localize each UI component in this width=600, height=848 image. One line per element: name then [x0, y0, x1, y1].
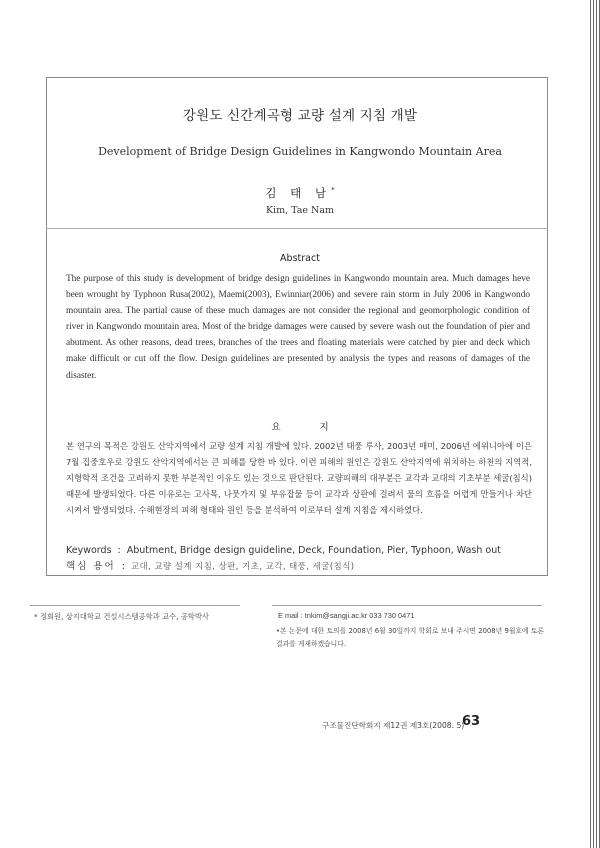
footnote-rule-left	[30, 605, 240, 606]
abstract-heading: Abstract	[280, 253, 320, 264]
author-affiliation-footnote: * 정회원, 상지대학교 건설시스템공학과 교수, 공학박사	[34, 612, 209, 621]
paper-subtitle-english: Development of Bridge Design Guidelines in Kangwondo Mountain Area	[98, 145, 502, 158]
author-name-english: Kim, Tae Nam	[265, 205, 335, 216]
journal-citation: 구조물진단학회지 제12권 제3호(2008. 5)	[322, 721, 465, 730]
discussion-note: •본 논문에 대한 토의를 2008년 6월 30일까지 학회로 보내 주시면 2008년 9월호에 토론결과를 게재하겠습니다.	[276, 627, 544, 648]
keywords-separator: :	[117, 545, 121, 556]
keywords-korean-text: 교대, 교량 설계 지침, 상판, 기초, 교각, 태풍, 세굴(침식)	[130, 561, 355, 571]
keywords-korean-label: 핵심 용어	[66, 561, 116, 572]
contact-email: E mail : tnkim@sangji.ac.kr 033 730 0471	[278, 611, 415, 620]
keywords-english-text: Abutment, Bridge design guideline, Deck, Foundation, Pier, Typhoon, Wash out	[126, 545, 501, 556]
keywords-korean-row	[66, 558, 536, 572]
page-number: 63	[462, 714, 481, 729]
author-name: 김 태 남	[265, 186, 332, 200]
korean-summary-heading: 요 지	[271, 422, 347, 433]
korean-summary-body: 본 연구의 목적은 강원도 산악지역에서 교량 설계 지침 개발에 있다. 2002년 태풍 루사, 2003년 매미, 2006년 에위니아에 이은 7월 집중호우로 강원도 산악지역에서는 큰 피해를 당한 바 있다. 이런 피해의 원인은 강원도 산악지역에 위치하는 하천의 지역적, 지형학적 조건을 고려하지 못한 부분적인 이유도 있는 것으로 판단된다. 교량피해의 대부분은 교각과 교대의 기초부분 세굴(침식) 때문에 발생되었다. 다른 이유로는 고사목, 나뭇가지 및 부유잡물 등이 교각과 상판에 걸려서 물의 흐름을 어렵게 만들거나 차단 시켜서 발생되었다. 수해현장의 피해 형태와 원인 등을 분석하여 이로부터 설계 지침을 제시하였다.	[66, 441, 532, 516]
frame-divider	[46, 228, 548, 229]
author-name-korean	[0, 185, 600, 201]
keywords-english-row	[66, 545, 536, 556]
footnote-rule-right	[272, 605, 542, 606]
keywords-korean-separator: :	[121, 561, 125, 572]
abstract-body: The purpose of this study is development of bridge design guidelines in Kangwondo mountain area. Much damages heve been wrought by Typhoon Rusa(2002), Maemi(2003), Ewinniar(2006) and severe rain storm in July 2006 in Kangwondo mountain area. The partial cause of these much damages are not consider the regional and geomorphologic condition of river in Kangwondo mountain area. Most of the bridge damages were caused by severe wash out the foundation of pier and abutment. As other reasons, dead trees, branches of the trees and floating materials were catched by pier and deck which make difficult or cut off the flow. Design guidelines are presented by analysis the types and reasons of damages of the disaster.	[66, 274, 530, 381]
author-affiliation-mark: *	[331, 186, 335, 195]
keywords-label: Keywords	[66, 545, 112, 556]
paper-title: 강원도 신간계곡형 교량 설계 지침 개발	[182, 108, 418, 124]
